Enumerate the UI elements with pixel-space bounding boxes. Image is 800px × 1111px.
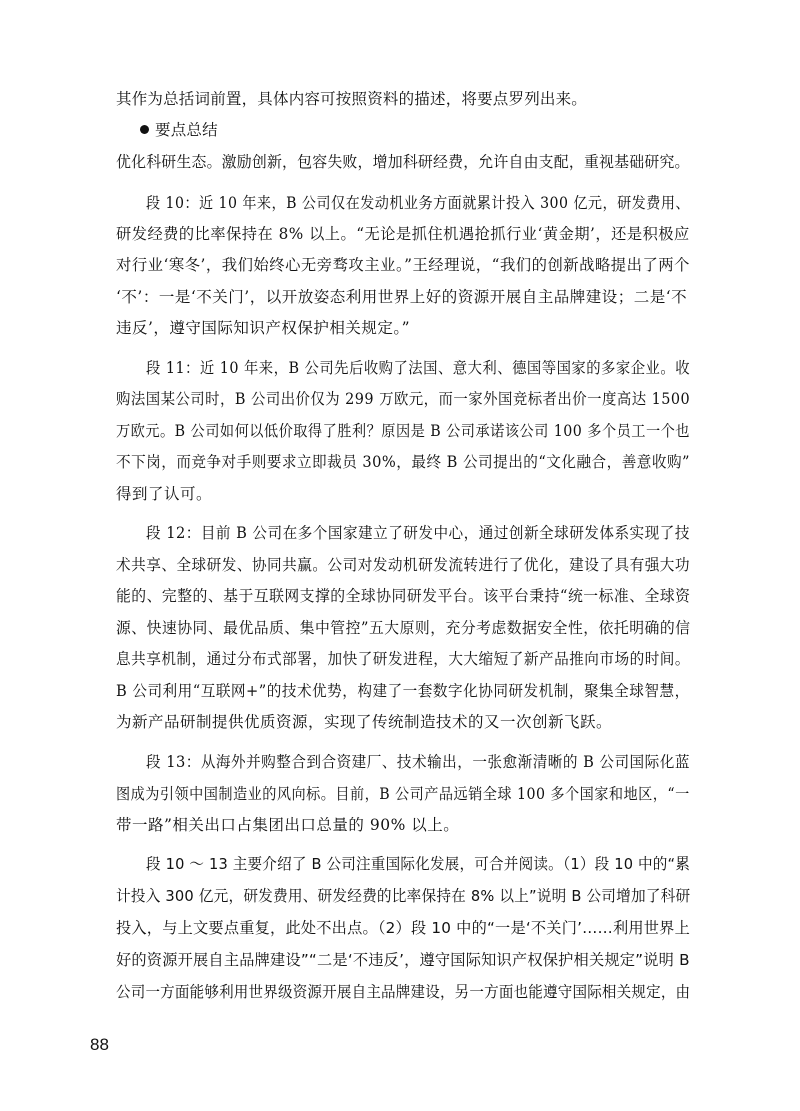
quote-line: 段 13：从海外并购整合到合资建厂、技术输出，一张愈渐清晰的 B 公司国际化蓝 <box>146 753 690 771</box>
analysis-line: 公司一方面能够利用世界级资源开展自主品牌建设，另一方面也能遵守国际相关规定，由 <box>116 983 691 1001</box>
quote-line: 得到了认可。 <box>116 485 213 503</box>
analysis-line: 计投入 300 亿元，研发费用、研发经费的比率保持在 8% 以上”说明 B 公司增加了科研 <box>116 887 691 905</box>
quote-line: 研发经费的比率保持在 8% 以上。“无论是抓住机遇抢抓行业‘黄金期’，还是积极应 <box>116 225 690 243</box>
quote-line: ‘不’：一是‘不关门’，以开放姿态利用世界上好的资源开展自主品牌建设；二是‘不 <box>116 288 688 306</box>
intro-line: 其作为总括词前置，具体内容可按照资料的描述，将要点罗列出来。 <box>116 90 588 108</box>
quote-line: 对行业‘寒冬’，我们始终心无旁骛攻主业。”王经理说，“我们的创新战略提出了两个 <box>116 256 690 274</box>
quote-line: 万欧元。B 公司如何以低价取得了胜利？原因是 B 公司承诺该公司 100 多个员工一个也 <box>116 422 690 440</box>
quote-line: 术共享、全球研发、协同共赢。公司对发动机研发流转进行了优化，建设了具有强大功 <box>116 556 691 574</box>
bullet-icon <box>140 125 149 134</box>
analysis-line: 好的资源开展自主品牌建设”“二是‘不违反’，遵守国际知识产权保护相关规定”说明 B <box>116 951 690 969</box>
analysis-line: 投入，与上文要点重复，此处不出点。（2）段 10 中的“一是‘不关门’……利用世界上 <box>116 919 690 937</box>
page-number: 88 <box>90 1035 109 1054</box>
quote-line: 段 11：近 10 年来，B 公司先后收购了法国、意大利、德国等国家的多家企业。收 <box>146 359 691 377</box>
summary-heading-row <box>140 119 218 141</box>
quote-line: 违反’，遵守国际知识产权保护相关规定。” <box>116 319 411 337</box>
quote-line: 图成为引领中国制造业的风向标。目前，B 公司产品远销全球 100 多个国家和地区，“一 <box>116 785 690 803</box>
quote-line: 息共享机制，通过分布式部署，加快了研发进程，大大缩短了新产品推向市场的时间。 <box>116 650 691 668</box>
analysis-line: 段 10 ～ 13 主要介绍了 B 公司注重国际化发展，可合并阅读。（1）段 10 中的“累 <box>146 855 691 873</box>
summary-heading: 要点总结 <box>155 121 218 139</box>
quote-line: 带一路”相关出口占集团出口总量的 90% 以上。 <box>116 816 460 834</box>
quote-line: 能的、完整的、基于互联网支撑的全球协同研发平台。该平台秉持“统一标准、全球资 <box>116 587 691 605</box>
quote-line: B 公司利用“互联网+”的技术优势，构建了一套数字化协同研发机制，聚集全球智慧， <box>116 682 690 700</box>
quote-line: 段 12：目前 B 公司在多个国家建立了研发中心，通过创新全球研发体系实现了技 <box>146 524 690 542</box>
summary-text: 优化科研生态。激励创新，包容失败，增加科研经费，允许自由支配，重视基础研究。 <box>116 153 690 171</box>
quote-line: 购法国某公司时，B 公司出价仅为 299 万欧元，而一家外国竞标者出价一度高达 1500 <box>116 390 691 408</box>
quote-line: 为新产品研制提供优质资源，实现了传统制造技术的又一次创新飞跃。 <box>116 713 613 731</box>
quote-line: 段 10：近 10 年来，B 公司仅在发动机业务方面就累计投入 300 亿元，研发费用、 <box>146 194 690 212</box>
quote-line: 不下岗，而竞争对手则要求立即裁员 30%，最终 B 公司提出的“文化融合，善意收购” <box>116 453 690 471</box>
quote-line: 源、快速协同、最优品质、集中管控”五大原则，充分考虑数据安全性，依托明确的信 <box>116 619 691 637</box>
